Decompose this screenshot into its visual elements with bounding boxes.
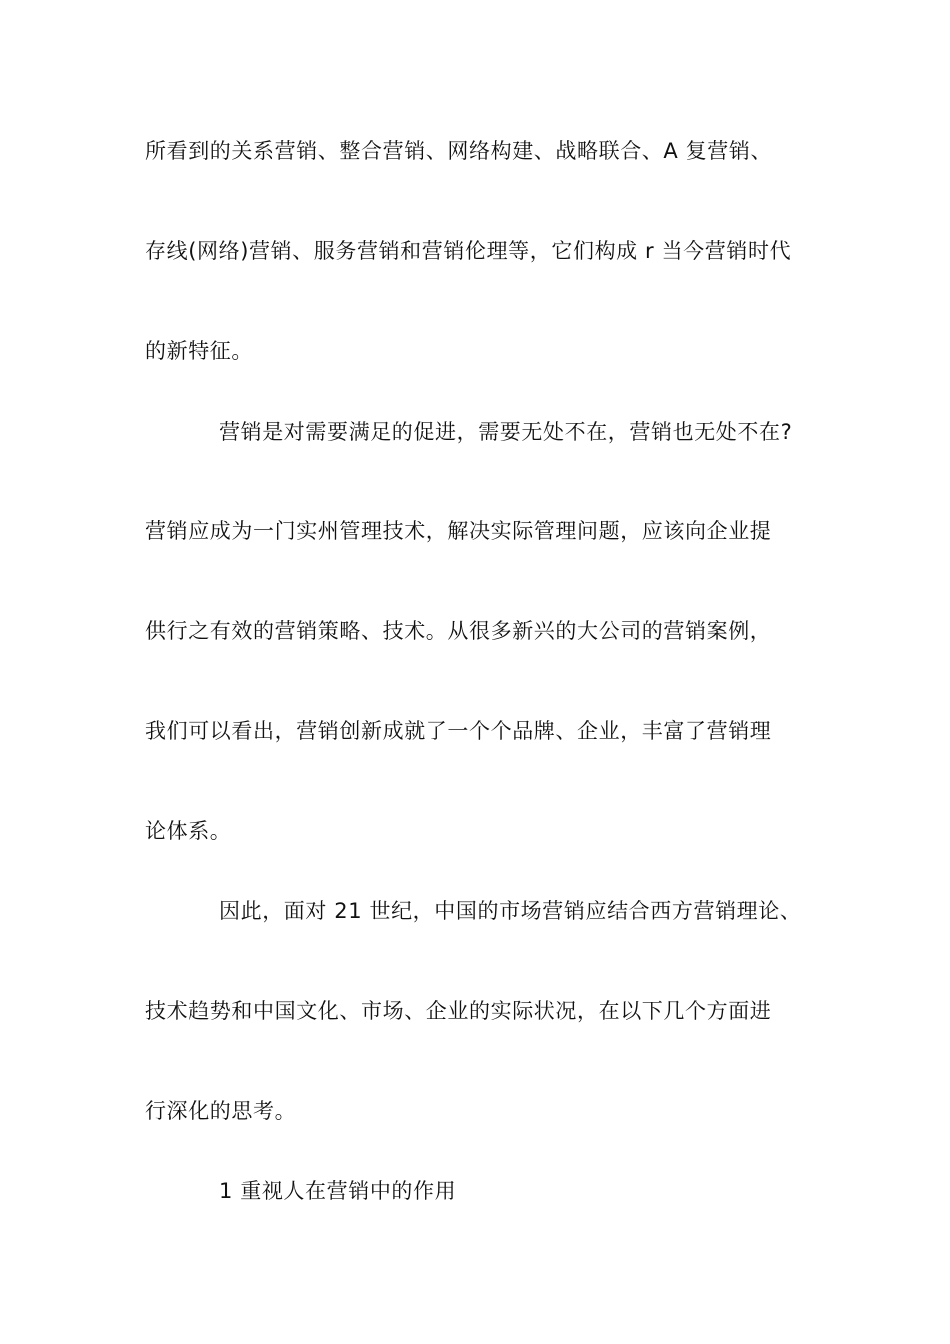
paragraph-line: 营销应成为一门实州管理技术，解决实际管理问题，应该向企业提 [145,519,772,543]
paragraph-line: 的新特征。 [145,339,253,363]
paragraph-line: 行深化的思考。 [145,1099,297,1123]
paragraph-line: 所看到的关系营销、整合营销、网络构建、战略联合、A 复营销、 [145,139,773,163]
paragraph-line: 技术趋势和中国文化、市场、企业的实际状况，在以下几个方面进 [145,999,772,1023]
section-heading: 1 重视人在营销中的作用 [219,1179,457,1203]
paragraph-line: 存线(网络)营销、服务营销和营销伦理等，它们构成 r 当今营销时代 [145,239,792,263]
paragraph-line: 营销是对需要满足的促进，需要无处不在，营销也无处不在? [219,420,793,444]
paragraph-line: 论体系。 [145,819,232,843]
paragraph-line: 因此，面对 21 世纪，中国的市场营销应结合西方营销理论、 [219,899,802,923]
paragraph-line: 供行之有效的营销策略、技术。从很多新兴的大公司的营销案例， [145,619,772,643]
paragraph-line: 我们可以看出，营销创新成就了一个个品牌、企业，丰富了营销理 [145,719,772,743]
